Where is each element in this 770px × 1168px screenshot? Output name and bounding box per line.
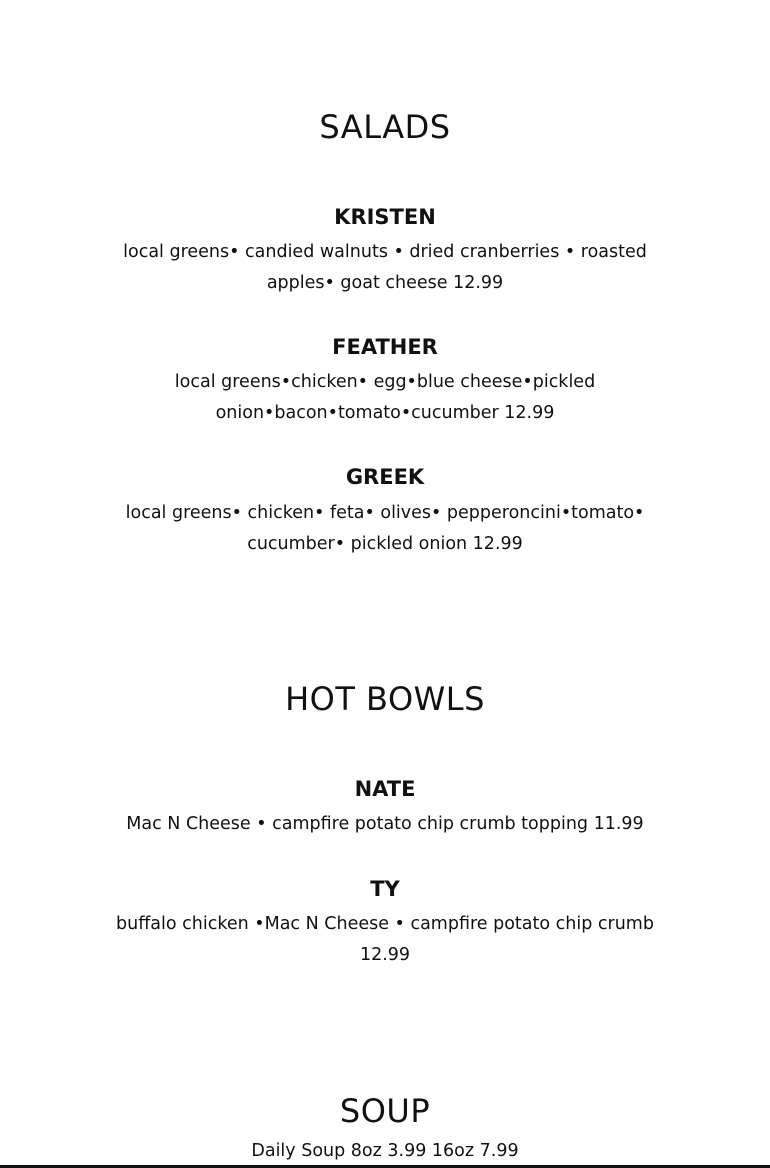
menu-item-name-feather: FEATHER: [332, 335, 438, 359]
menu-item-description-ty: buffalo chicken •Mac N Cheese • campfire potato chip crumb 12.99: [116, 914, 654, 965]
menu-item-description-feather: local greens•chicken• egg•blue cheese•pickled onion•bacon•tomato•cucumber 12.99: [174, 372, 596, 423]
menu-item-description-nate: Mac N Cheese • campfire potato chip crumb topping 11.99: [126, 814, 644, 834]
menu-item-name-ty: TY: [370, 877, 400, 901]
menu-item-name-kristen: KRISTEN: [334, 205, 436, 229]
menu-item-description-greek: local greens• chicken• feta• olives• pepperoncini•tomato• cucumber• pickled onion 12.99: [125, 503, 645, 554]
menu-item-name-nate: NATE: [354, 777, 416, 801]
menu-item-description-kristen: local greens• candied walnuts • dried cranberries • roasted apples• goat cheese 12.99: [123, 242, 647, 293]
soup-heading: SOUP: [339, 1092, 431, 1130]
salads-heading: SALADS: [319, 108, 451, 146]
hot-bowls-heading: HOT BOWLS: [285, 680, 485, 718]
menu-item-name-greek: GREEK: [345, 465, 425, 489]
soup-description: Daily Soup 8oz 3.99 16oz 7.99: [251, 1141, 519, 1161]
